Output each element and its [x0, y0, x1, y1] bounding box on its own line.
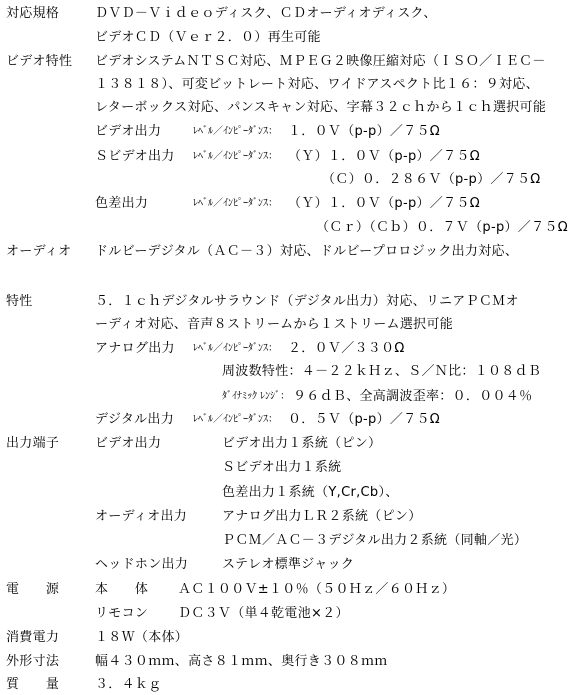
- label-supported-formats: 対応規格: [6, 6, 60, 21]
- formats-line-1: ＤＶＤ－Ｖｉｄｅｏディスク、ＣＤオーディオディスク、: [95, 6, 437, 21]
- dynamic-range-label: ﾀﾞｲﾅﾐｯｸ ﾚﾝｼﾞ：: [222, 391, 291, 402]
- spec-value: １．０Ｖ（p-p）／７５Ω: [288, 124, 441, 139]
- label-dimensions: 外形寸法: [6, 654, 60, 669]
- video-line-2: １３８１８）、可変ビットレート対応、ワイドアスペクト比１６：９対応、: [95, 77, 539, 92]
- sub-analog-output: アナログ出力: [95, 341, 175, 356]
- audio-char-line-2: ーディオ対応、音声８ストリームから１ストリーム選択可能: [95, 317, 454, 332]
- terminal-value: アナログ出力ＬＲ２系統（ピン）: [222, 509, 422, 524]
- terminal-value: Ｓビデオ出力１系統: [222, 460, 342, 475]
- spec-label: ﾚﾍﾞﾙ／ｲﾝﾋﾟｰﾀﾞﾝｽ：: [193, 414, 278, 425]
- spec-label: ﾚﾍﾞﾙ／ｲﾝﾋﾟｰﾀﾞﾝｽ：: [193, 343, 278, 354]
- sub-video-output: ビデオ出力: [95, 436, 162, 451]
- video-line-3: レターボックス対応、パンスキャン対応、字幕３２ｃｈから１ｃｈ選択可能: [95, 100, 547, 115]
- sub-remote: リモコン: [95, 606, 149, 621]
- spec-value: ２．０Ｖ／３３０Ω: [288, 341, 405, 356]
- spec-label: ﾚﾍﾞﾙ／ｲﾝﾋﾟｰﾀﾞﾝｽ：: [193, 126, 278, 137]
- video-line-1: ビデオシステムＮＴＳＣ対応、ＭＰＥＧ２映像圧縮対応（ＩＳＯ／ＩＥＣ－: [95, 54, 546, 69]
- terminal-value: ビデオ出力１系統（ピン）: [222, 436, 382, 451]
- dynamic-range-value: ９６ｄＢ、全高調波歪率：０．００４％: [293, 389, 533, 404]
- power-remote-value: ＤＣ３Ｖ（単４乾電池×２）: [178, 606, 349, 621]
- label-power: 電 源: [6, 582, 60, 597]
- power-consumption-value: １８Ｗ（本体）: [95, 630, 189, 645]
- frequency-response: 周波数特性：４－２２ｋＨｚ、Ｓ／Ｎ比：１０８ｄＢ: [222, 364, 542, 379]
- spec-value-extra: （Ｃｒ）（Ｃｂ）０．７Ｖ（p-p）／７５Ω: [316, 220, 568, 235]
- terminal-value: ＰＣＭ／ＡＣ－３デジタル出力２系統（同軸／光）: [222, 533, 528, 548]
- terminal-value: ステレオ標準ジャック: [222, 557, 355, 572]
- label-video-characteristics: ビデオ特性: [6, 54, 73, 69]
- sub-video-output: ビデオ出力: [95, 124, 162, 139]
- sub-component-output: 色差出力: [95, 196, 149, 211]
- label-output-terminals: 出力端子: [6, 436, 60, 451]
- audio-line-1: ドルビーデジタル（ＡＣ－３）対応、ドルビープロロジック出力対応、: [95, 244, 519, 259]
- power-main-value: ＡＣ１００Ｖ±１０％（５０Ｈｚ／６０Ｈｚ）: [178, 582, 456, 597]
- sub-audio-output: オーディオ出力: [95, 509, 188, 524]
- sub-s-video-output: Ｓビデオ出力: [95, 149, 175, 164]
- sub-digital-output: デジタル出力: [95, 412, 175, 427]
- label-audio: オーディオ: [6, 244, 72, 259]
- spec-value: （Ｙ）１．０Ｖ（p-p）／７５Ω: [288, 196, 480, 211]
- sub-headphone-output: ヘッドホン出力: [95, 557, 189, 572]
- label-weight: 質 量: [6, 677, 60, 692]
- label-characteristics: 特性: [6, 294, 33, 309]
- spec-label: ﾚﾍﾞﾙ／ｲﾝﾋﾟｰﾀﾞﾝｽ：: [193, 198, 278, 209]
- spec-value-extra: （Ｃ）０．２８６Ｖ（p-p）／７５Ω: [322, 172, 541, 187]
- dimensions-value: 幅４３０ｍｍ、高さ８１ｍｍ、奥行き３０８ｍｍ: [95, 654, 388, 669]
- spec-label: ﾚﾍﾞﾙ／ｲﾝﾋﾟｰﾀﾞﾝｽ：: [193, 151, 278, 162]
- spec-value: ０．５Ｖ（p-p）／７５Ω: [288, 412, 441, 427]
- formats-line-2: ビデオＣＤ（Ｖｅｒ２．０）再生可能: [95, 30, 321, 45]
- terminal-value: 色差出力１系統（Y,Cr,Cb）、: [222, 485, 399, 500]
- weight-value: ３．４ｋｇ: [95, 677, 162, 692]
- label-power-consumption: 消費電力: [6, 630, 60, 645]
- sub-main-unit: 本 体: [95, 582, 149, 597]
- spec-value: （Ｙ）１．０Ｖ（p-p）／７５Ω: [288, 149, 480, 164]
- audio-char-line-1: ５．１ｃｈデジタルサラウンド（デジタル出力）対応、リニアＰＣＭオ: [95, 294, 519, 309]
